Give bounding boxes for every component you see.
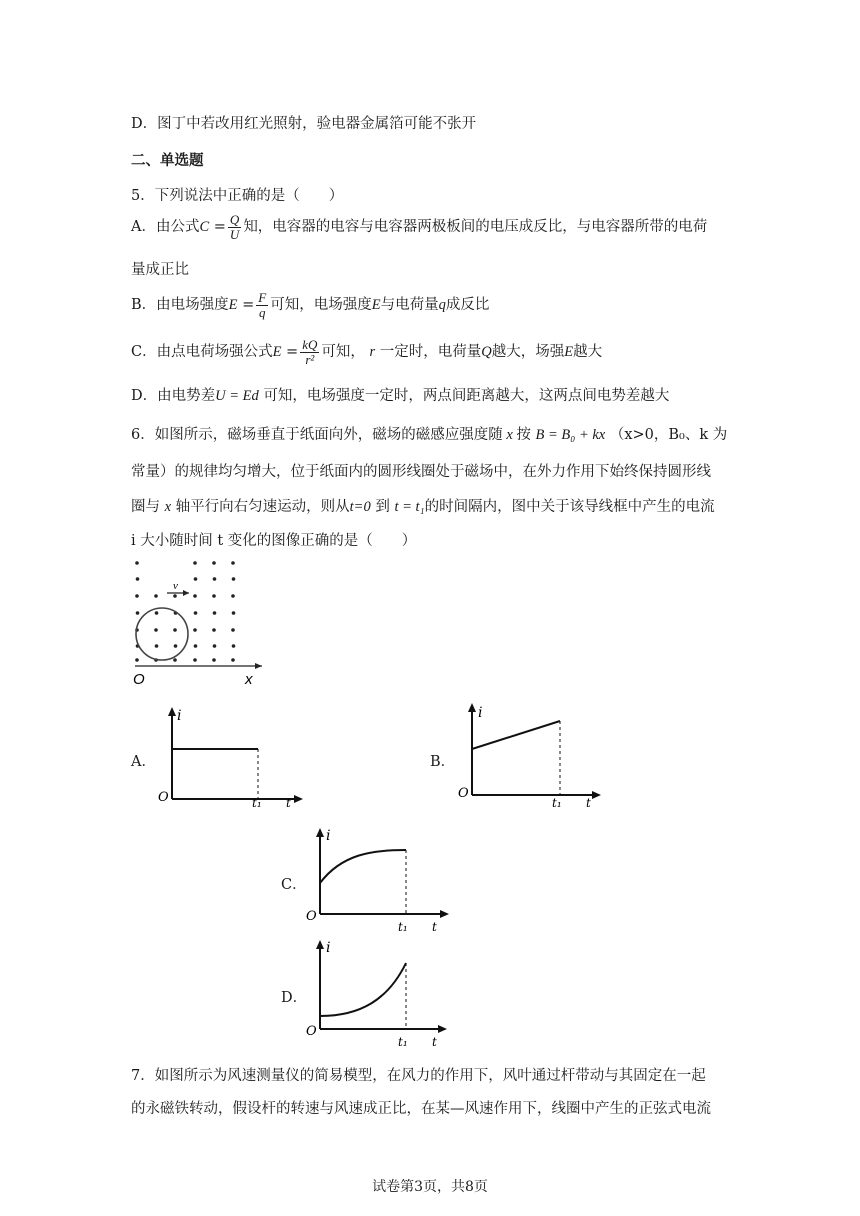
graph-c-curve <box>320 850 406 883</box>
magnetic-field-figure <box>125 556 275 690</box>
q6-line1: 6．如图所示，磁场垂直于纸面向外，磁场的磁感应强度随 x 按 B = B₀ + kx （x>0，B₀、k 为 <box>131 427 728 443</box>
page-footer: 试卷第3页，共8页 <box>372 1179 488 1195</box>
q5-a-fraction: $\frac{Q}{U}$ <box>229 212 240 242</box>
field-dot <box>212 561 216 565</box>
field-dot <box>194 577 198 581</box>
field-dot <box>174 644 178 648</box>
graph-c-origin: O <box>306 909 317 924</box>
q5-c-text: 可知， <box>321 344 365 361</box>
field-dot <box>212 628 216 632</box>
graph-d-curve <box>320 963 406 1016</box>
q5-option-c: C．由点电荷场强公式E = $\frac{kQ}{\text{r²}}$ 可知， r 一定时，电荷量Q越大，场强E越大 <box>131 337 603 367</box>
field-dot <box>213 644 217 648</box>
graph-b-xlabel: t <box>586 796 591 810</box>
graph-b <box>452 703 612 813</box>
field-dot <box>155 644 159 648</box>
field-dot <box>213 611 217 615</box>
q5-option-a: A．由公式C = $\frac{Q}{U}$ 知，电容器的电容与电容器两极板间的电压成反比，与电容器所带的电荷 <box>131 212 708 242</box>
graph-b-tick: t₁ <box>552 796 562 810</box>
q6-t1: t = t₁ <box>394 499 425 515</box>
q5-b-formula-lhs: E <box>228 297 238 314</box>
field-dot <box>135 561 139 565</box>
coil-circle <box>136 608 188 660</box>
q5-option-d <box>131 384 669 405</box>
origin-label: O <box>133 671 145 688</box>
x-axis-label: x <box>245 671 253 688</box>
field-dot <box>194 644 198 648</box>
field-dot <box>193 628 197 632</box>
field-dot <box>135 594 139 598</box>
field-dot <box>232 611 236 615</box>
field-dot <box>212 658 216 662</box>
q5-option-a-cont: 量成正比 <box>131 262 189 278</box>
graph-a <box>150 703 310 813</box>
q5-c-text2: 一定时，电荷量 <box>379 344 482 361</box>
graph-b-label: B． <box>430 754 456 770</box>
q4-option-d: D．图丁中若改用红光照射，验电器金属箔可能不张开 <box>131 116 477 132</box>
q6-line1-text3: （x>0，B₀、k 为 <box>609 427 728 443</box>
q6-t0: t=0 <box>349 499 371 515</box>
graph-b-ylabel: i <box>478 705 483 721</box>
q6-line3-text3: 到 <box>375 499 390 515</box>
q6-line4: i 大小随时间 t 变化的图像正确的是（ ） <box>131 533 417 549</box>
q5-c-fraction: $\frac{kQ}{\text{r²}}$ <box>302 337 318 367</box>
graph-a-xlabel: t <box>286 796 291 810</box>
field-dot <box>213 577 217 581</box>
q6-line3-text2: 轴平行向右匀速运动，则从 <box>175 499 350 515</box>
q5-a-formula-lhs: C <box>199 219 210 236</box>
graph-d-origin: O <box>306 1024 317 1039</box>
graph-d <box>302 938 462 1050</box>
graph-a-ylabel: i <box>177 708 182 724</box>
graph-a-tick: t₁ <box>252 796 262 810</box>
field-dot <box>173 628 177 632</box>
field-dot <box>193 594 197 598</box>
q5-c-prefix: C．由点电荷场强公式 <box>131 344 273 361</box>
graph-c-xlabel: t <box>432 920 437 934</box>
field-dot <box>231 561 235 565</box>
graph-c-label: C． <box>281 877 307 893</box>
graph-d-xlabel: t <box>432 1035 437 1049</box>
q6-line3-text: 圈与 <box>131 499 160 515</box>
field-dot <box>231 628 235 632</box>
field-dot <box>231 658 235 662</box>
field-dot <box>232 644 236 648</box>
graph-d-label: D． <box>281 990 308 1006</box>
field-dot <box>135 658 139 662</box>
field-dot <box>231 594 235 598</box>
graph-a-label: A． <box>131 754 156 770</box>
q5-b-text: 可知，电场强度 <box>270 297 372 314</box>
graph-c-ylabel: i <box>326 828 331 844</box>
q5-d-prefix: D．由电势差 <box>131 388 216 404</box>
q6-line3-text4: 的时间隔内，图中关于该导线框中产生的电流 <box>424 499 715 515</box>
field-dot <box>136 611 140 615</box>
field-dot <box>193 561 197 565</box>
field-dot <box>173 658 177 662</box>
q6-line1-text2: 按 <box>516 427 531 443</box>
graph-c <box>302 826 462 936</box>
graph-b-origin: O <box>458 786 469 801</box>
field-dot <box>154 594 158 598</box>
graph-d-ylabel: i <box>326 940 331 956</box>
q5-b-text2: 与电荷量 <box>380 297 439 314</box>
field-dot <box>173 594 177 598</box>
graph-d-tick: t₁ <box>398 1035 408 1049</box>
field-dot <box>212 594 216 598</box>
field-dot <box>155 611 159 615</box>
field-dot <box>136 577 140 581</box>
q7-line1: 7．如图所示为风速测量仪的简易模型，在风力的作用下，风叶通过杆带动与其固定在一起 <box>131 1068 706 1084</box>
section-heading: 二、单选题 <box>131 152 204 169</box>
graph-b-curve <box>472 721 560 749</box>
field-dot <box>194 611 198 615</box>
q5-b-prefix: B．由电场强度 <box>131 297 229 314</box>
field-dot <box>154 628 158 632</box>
graph-c-tick: t₁ <box>398 920 408 934</box>
q6-line2: 常量）的规律均匀增大，位于纸面内的圆形线圈处于磁场中，在外力作用下始终保持圆形线 <box>131 464 711 480</box>
q5-c-text4: 越大 <box>573 344 603 361</box>
graph-a-origin: O <box>158 790 169 805</box>
field-dot <box>193 658 197 662</box>
velocity-label: v <box>173 580 178 592</box>
q6-line1-text: 6．如图所示，磁场垂直于纸面向外，磁场的磁感应强度随 <box>131 427 503 443</box>
q5-option-b: B．由电场强度E = $\frac{F}{q}$ 可知，电场强度E与电荷量q成反比 <box>131 290 490 320</box>
q5-d-text: 可知，电场强度一定时，两点间距离越大，这两点间电势差越大 <box>263 388 670 404</box>
q5-a-text: 知，电容器的电容与电容器两极板间的电压成反比，与电容器所带的电荷 <box>243 219 708 236</box>
q7-line2: 的永磁铁转动，假设杆的转速与风速成正比，在某—风速作用下，线圈中产生的正弦式电流 <box>131 1101 711 1117</box>
field-dot <box>232 577 236 581</box>
q5-d-formula: U = Ed <box>215 388 259 404</box>
q5-b-fraction: $\frac{F}{q}$ <box>258 290 267 320</box>
q5-c-text3: 越大，场强 <box>491 344 565 361</box>
q5-b-text3: 成反比 <box>445 297 490 314</box>
q6-formula: B = B₀ + kx <box>535 427 606 443</box>
q5-a-prefix: A．由公式 <box>131 219 200 236</box>
q6-line3: 圈与 x 轴平行向右匀速运动，则从t=0 到 t = t₁的时间隔内，图中关于该导线框中产生的电流 <box>131 499 715 515</box>
q5-stem: 5．下列说法中正确的是（ ） <box>131 188 344 204</box>
